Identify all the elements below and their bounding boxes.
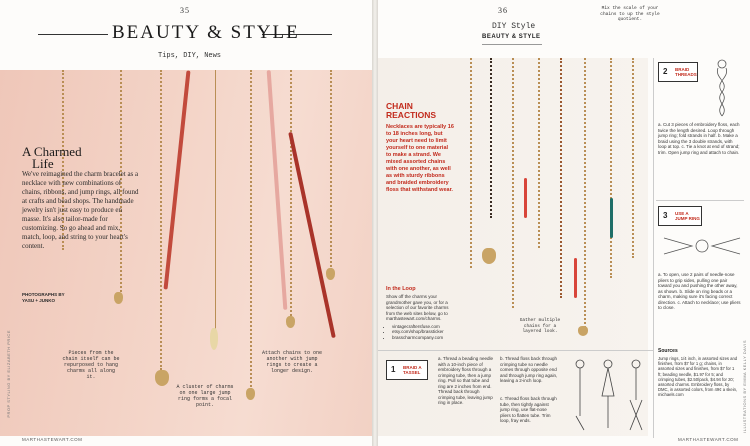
headline-line: CHAIN <box>386 101 413 111</box>
sources-text: Jump rings, 1/4 inch, in assorted sizes and finishes, from $7 for 1 g; chains, in assorted sizes and finishes, from $7 for 1 ft; beading needle, $1.97 for 5; and crimping tubes, $2.50/pack, $4.94 for 20; assorted charms. Embroidery floss, by DMC, in assorted colors, from 49¢ a skein, michaels.com <box>658 356 738 398</box>
step-1-a: a. Thread a beading needle with a 10-inch piece of embroidery floss through a crimping tube, then a jump ring. Pull so that tube and ring are 2 inches from end. Thread back through crimping tube, leaving jump ring in place. <box>438 356 493 405</box>
left-page <box>0 0 372 446</box>
sources-heading: Sources <box>658 348 678 354</box>
chain-strand <box>250 70 252 390</box>
chain-strand <box>560 58 562 298</box>
chain-strand <box>584 58 586 328</box>
step-number: 2 <box>663 67 668 76</box>
source-link[interactable]: • vintagecraftersfuse.com <box>392 324 456 330</box>
step-1-b: b. Thread floss back through crimping tube so needle comes through opposite end and through jump ring again, leaving a 2-inch loop. <box>500 356 558 383</box>
chain-strand <box>632 58 634 258</box>
step-3-text: a. To open, use 2 pairs of needle-nose pliers to grip sides, pulling one pair toward you and pushing the other away, as shown. b. Slide on ring beads or a charm, making sure it's facing correct direction. c. Attach to necklace; use pliers to close. <box>658 272 741 310</box>
in-the-loop-text: Show off the charms your grandmother gave you, or for a selection of our favorite charms from the web sites below, go to marthastewart.com/charms. <box>386 294 449 321</box>
section-title: BEAUTY & STYLE <box>112 22 300 43</box>
charm <box>155 370 169 386</box>
annotation-attach-chains: Attach chains to one another with jump rings to create a longer design. <box>262 350 323 374</box>
chain-reactions-headline <box>386 102 436 120</box>
red-ribbon <box>164 70 191 289</box>
right-footer: MARTHASTEWART.COM <box>678 437 739 442</box>
chain-strand <box>470 58 472 268</box>
step-1-c: c. Thread floss back through tube, then tightly against jump ring, use flat-nose pliers to flatten tube. Trim loop, fray ends. <box>500 396 557 423</box>
chain-strand <box>538 58 540 248</box>
chain-strand <box>215 70 216 330</box>
chain-strand <box>512 58 514 308</box>
chain-strand <box>490 58 492 218</box>
chain-strand <box>330 70 332 270</box>
charm <box>210 328 218 350</box>
necklace-photo <box>0 70 372 436</box>
chain-strand <box>610 58 612 278</box>
section-label: BEAUTY & STYLE <box>482 34 541 40</box>
annotation-gather-chains: Gather multiple chains for a layered look. <box>519 318 561 334</box>
chain-reactions-body: Necklaces are typically 16 to 18 inches long, but your heart need to limit yourself to one material to make a strand. We mixed assorted chains with one another, as well as with sturdy ribbons and braided embroidery floss that withstand wear. <box>386 124 454 193</box>
credit-line: YASU + JUNKO <box>22 298 55 303</box>
annotation-mix-scale: Mix the scale of your chains to up the style quotient. <box>600 6 660 22</box>
source-links <box>386 324 456 341</box>
sidebar-divider <box>653 58 654 438</box>
pliers-illustration <box>662 228 742 268</box>
in-the-loop-body <box>386 294 456 340</box>
credit-line: PHOTOGRAPHS BY <box>22 292 65 297</box>
section-name: DIY Style <box>492 22 536 31</box>
left-page-number: 35 <box>180 6 190 15</box>
left-footer: MARTHASTEWART.COM <box>22 437 83 442</box>
section-subtitle: Tips, DIY, News <box>158 52 222 60</box>
charm <box>326 268 335 280</box>
left-vertical-credit: PROP STYLING BY ELIZABETH PRICE <box>6 330 11 418</box>
annotation-charm-cluster: A cluster of charms on one large jump ring forms a focal point. <box>176 384 234 408</box>
charm <box>286 316 295 328</box>
step-2-badge <box>658 62 698 82</box>
step-divider <box>378 350 654 351</box>
article-intro: We've reimagined the charm bracelet as a necklace with new combinations of chains, ribbons, and jump rings, all found at crafts and bead shops. The handmade jewelry isn't just easy to produce en masse. It's also tailor-made for customizing. So go ahead and mix, match, loop, and string to your heart's content. <box>22 170 139 250</box>
step-2-text: a. Cut 3 pieces of embroidery floss, each twice the length desired. Loop through jump ring; fold strands in half. b. Make a braid using the 3 double strands, with loop at top. c. Tie a knot at end of strand; trim. Open jump ring and attach to chain. <box>658 122 740 155</box>
headline-line: Life <box>32 156 54 171</box>
annotation-chain-pieces: Pieces from the chain itself can be repurposed to hang charms all along it. <box>62 350 120 380</box>
charm <box>578 326 588 336</box>
pink-ribbon <box>267 70 288 310</box>
tassel-illustration <box>566 356 652 436</box>
sidebar-divider <box>656 200 744 201</box>
source-link[interactable]: • etsy.com/shop/brassticker <box>392 329 456 335</box>
step-name: BRAID THREADS <box>675 67 697 77</box>
step-number: 1 <box>391 365 396 374</box>
step-1-badge <box>386 360 428 380</box>
source-link[interactable]: • brasscharmcompany.com <box>392 335 456 341</box>
chain-strand <box>290 70 292 320</box>
in-the-loop-heading: In the Loop <box>386 286 416 292</box>
charm <box>246 388 255 400</box>
chain-strand <box>160 70 162 370</box>
charm <box>114 292 123 304</box>
tassel <box>524 178 527 218</box>
headline-line: A Charmed <box>22 144 82 159</box>
charm <box>482 248 496 264</box>
step-name: BRAID A TASSEL <box>403 365 422 375</box>
photo-credit <box>22 292 65 304</box>
step-3-badge <box>658 206 702 226</box>
article-headline <box>22 146 82 170</box>
right-page-number: 36 <box>498 6 508 15</box>
right-page <box>378 0 750 446</box>
headline-line: REACTIONS <box>386 110 437 120</box>
red-ribbon <box>288 132 336 338</box>
title-rule-left <box>38 34 108 35</box>
braid-illustration <box>700 58 744 120</box>
right-vertical-credit: ILLUSTRATIONS BY EMMA KELLY DAVIS <box>742 340 747 433</box>
step-name: USE A JUMP RING <box>675 211 700 221</box>
tassel <box>574 258 577 298</box>
label-rule <box>482 44 542 45</box>
tassel <box>610 198 613 238</box>
step-number: 3 <box>663 211 668 220</box>
